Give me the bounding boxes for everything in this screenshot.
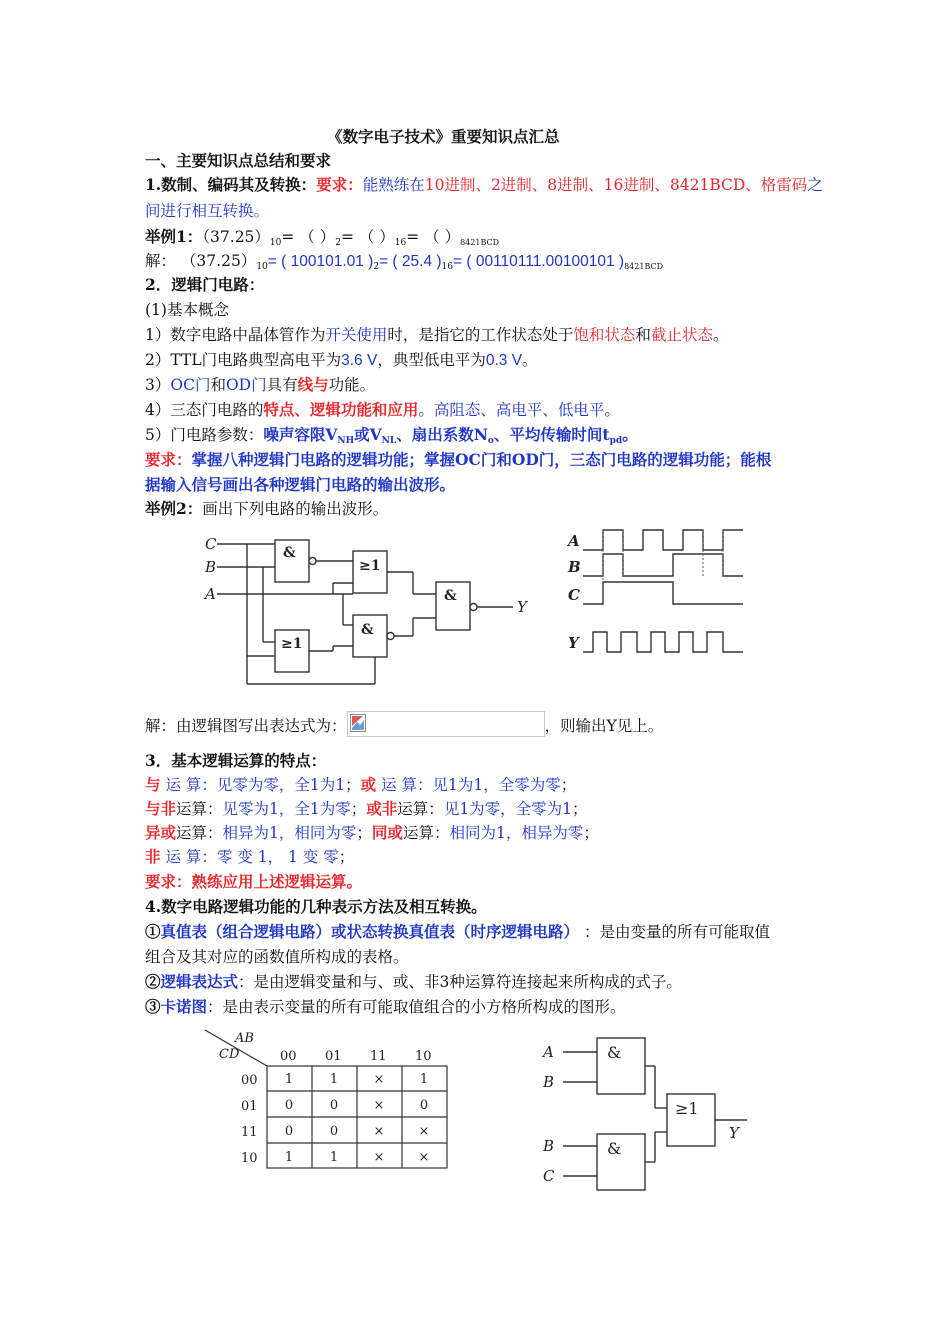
kmap-cell: 1	[284, 1150, 294, 1165]
topic-2-heading: 2．逻辑门电路：	[145, 275, 265, 294]
kmap-cell: 0	[284, 1098, 294, 1113]
gate-symbol-and: &	[283, 545, 296, 561]
gate-symbol-and: &	[607, 1139, 622, 1158]
subscript: 2	[335, 238, 341, 248]
subscript: 8421BCD	[624, 262, 663, 271]
kmap-row-header: 10	[241, 1151, 258, 1166]
and-or-circuit-diagram	[541, 1030, 751, 1210]
gate-symbol-and: &	[607, 1043, 622, 1062]
highlight: 开关使用	[325, 326, 388, 344]
formula-image-placeholder	[347, 711, 545, 737]
subscript: 10	[269, 238, 282, 248]
kmap-cell: ×	[373, 1072, 385, 1087]
op-name: 或	[360, 775, 377, 794]
kmap-cell: ×	[418, 1124, 430, 1139]
logic-op-row-1	[145, 774, 576, 796]
example-2	[145, 498, 388, 520]
waveform-b	[583, 554, 743, 576]
concept-5	[145, 424, 638, 446]
text: 4）三态门电路的	[145, 401, 264, 419]
text: ；	[350, 800, 367, 818]
subscript: NL	[381, 436, 397, 446]
topic-4-heading: 4.数字电路逻辑功能的几种表示方法及相互转换。	[145, 897, 487, 916]
text: 功能。	[328, 376, 376, 394]
op-label: 运 算：	[376, 776, 433, 794]
requirement-text: 熟练应用上述逻辑运算。	[191, 872, 363, 891]
text: 。	[418, 401, 434, 419]
gate-symbol-or: ≥1	[675, 1099, 699, 1118]
representation-3	[145, 996, 626, 1018]
text: 时，是指它的工作状态处于	[387, 326, 574, 344]
wave-label-y: Y	[568, 634, 579, 652]
requirement-label: 要求：	[145, 450, 192, 469]
text: ；	[560, 776, 577, 794]
input-c-label: C	[205, 535, 217, 553]
output-y-label: Y	[517, 598, 527, 616]
logic-op-row-3	[145, 822, 599, 844]
text: ；	[338, 848, 355, 866]
requirement-label: 要求：	[316, 175, 363, 194]
requirement-2	[145, 449, 771, 471]
kmap-cell: 0	[284, 1124, 294, 1139]
wave-label-b: B	[568, 558, 581, 576]
input-b-label: B	[543, 1137, 555, 1155]
kmap-col-header: 11	[370, 1049, 387, 1064]
waveform-y	[583, 632, 743, 652]
input-b-label: B	[205, 558, 217, 576]
highlight: 线与	[297, 375, 329, 394]
highlight: 噪声容限V	[263, 425, 338, 444]
text: 。	[712, 326, 729, 344]
text: 。	[604, 401, 620, 419]
answer-hex: = ( 25.4 )	[379, 253, 442, 270]
kmap-corner-left: CD	[219, 1047, 240, 1062]
kmap-cell: ×	[373, 1098, 385, 1113]
concept-3	[145, 374, 375, 396]
item-name: 真值表（组合逻辑电路）或状态转换真值表（时序逻辑电路）	[160, 922, 580, 941]
question-text: （37.25）	[202, 228, 270, 246]
output-y-label: Y	[729, 1124, 739, 1142]
op-rule: 相同为1，相异为零	[449, 824, 584, 842]
example-1-answer	[145, 250, 663, 272]
gate-symbol-or: ≥1	[281, 636, 303, 652]
kmap-col-header: 00	[280, 1049, 297, 1064]
kmap-row-header: 01	[241, 1099, 258, 1114]
op-rule: 见1为零，全零为1	[443, 800, 573, 818]
logic-circuit-diagram	[203, 530, 533, 690]
waveform-a	[583, 530, 743, 550]
subscript: 10	[256, 262, 268, 272]
item-number: ②	[145, 972, 161, 991]
gate-symbol-or: ≥1	[359, 558, 381, 574]
subscript: 2	[373, 262, 380, 272]
kmap-cell: 1	[419, 1072, 429, 1087]
section-heading: 一、主要知识点总结和要求	[145, 151, 332, 170]
highlight: OD门	[225, 376, 267, 394]
kmap-cell: 0	[329, 1098, 339, 1113]
subscript: 8421BCD	[460, 238, 500, 247]
kmap-cell: 0	[329, 1124, 339, 1139]
kmap-cell: 0	[419, 1098, 429, 1113]
op-name: 同或	[371, 823, 403, 842]
subscript: 16	[441, 262, 453, 272]
item-text: ：是由逻辑变量和与、或、非3种运算符连接起来所构成的式子。	[238, 973, 682, 991]
example-2-solution	[145, 711, 663, 733]
op-label: 运 算：	[160, 776, 217, 794]
solution-text: ，则输出Y见上。	[544, 717, 664, 735]
highlight: 高阻态、高电平、低电平	[433, 401, 605, 419]
kmap-cell: 1	[284, 1072, 294, 1087]
waveform-c	[583, 582, 743, 604]
item-name: 逻辑表达式	[160, 972, 239, 991]
answer-binary: = ( 100101.01 )	[267, 253, 374, 270]
text: 。	[522, 351, 538, 369]
kmap-corner-top: AB	[235, 1031, 254, 1046]
text: 5）门电路参数：	[145, 426, 264, 444]
op-rule: 见1为1，全零为零	[432, 776, 561, 794]
representation-2	[145, 971, 682, 993]
op-name: 非	[145, 847, 161, 866]
op-rule: 零 变 1， 1 变 零	[216, 848, 339, 866]
highlight: 、扇出系数N	[396, 425, 488, 444]
highlight: 饱和状态	[573, 326, 636, 344]
kmap-row-header: 11	[241, 1125, 258, 1140]
highlight: 特点、逻辑功能和应用	[263, 400, 419, 419]
document-title: 《数字电子技术》重要知识点汇总	[327, 127, 560, 146]
example-2-text: 画出下列电路的输出波形。	[202, 500, 389, 518]
question-text: = （ ）	[281, 228, 336, 246]
item-number: ③	[145, 997, 161, 1016]
text: 和	[635, 326, 651, 344]
item-number: ①	[145, 922, 161, 941]
kmap-cell: ×	[418, 1150, 430, 1165]
waveform-diagram	[567, 526, 757, 676]
requirement-label: 要求：	[145, 872, 192, 891]
kmap-cell: 1	[329, 1150, 339, 1165]
kmap-col-header: 10	[415, 1049, 432, 1064]
highlight: 0.3 V	[485, 352, 523, 369]
text: ，典型低电平为	[377, 351, 486, 369]
wave-label-a: A	[568, 532, 580, 550]
text: ；	[572, 800, 588, 818]
op-label: 运算：	[176, 800, 223, 818]
item-name: 卡诺图	[160, 997, 208, 1016]
requirement-text: 能熟练在	[362, 176, 425, 194]
input-c-label: C	[543, 1167, 555, 1185]
concept-1	[145, 324, 728, 346]
op-rule: 见零为1，全1为零	[222, 800, 351, 818]
answer-label: 解： （37.25）	[145, 252, 257, 270]
item-text: ：是由表示变量的所有可能取值组合的小方格所构成的图形。	[207, 998, 626, 1016]
topic-1-line	[145, 174, 823, 196]
op-rule: 相异为1，相同为零	[222, 824, 357, 842]
subscript: pd	[609, 436, 623, 446]
concept-2	[145, 349, 538, 371]
example-1-label: 举例1：	[145, 227, 203, 246]
highlight: 截止状态	[650, 326, 713, 344]
text: ；	[356, 824, 372, 842]
requirement-2-cont: 据输入信号画出各种逻辑门电路的输出波形。	[145, 475, 456, 494]
highlight: 3.6 V	[341, 352, 378, 369]
text: ；	[583, 824, 599, 842]
subscript: o	[487, 436, 494, 446]
basic-concepts-heading: (1)基本概念	[145, 301, 229, 319]
representation-1	[145, 921, 770, 943]
text: ；	[345, 776, 361, 794]
representation-1-cont: 组合及其对应的函数值所构成的表格。	[145, 948, 409, 966]
op-label: 运算：	[397, 800, 444, 818]
op-name: 与	[145, 775, 161, 794]
kmap-col-header: 01	[325, 1049, 342, 1064]
example-2-label: 举例2：	[145, 499, 203, 518]
input-a-label: A	[543, 1043, 554, 1061]
answer-bcd: = ( 00110111.00100101 )	[453, 253, 625, 270]
highlight: 或V	[354, 425, 382, 444]
op-label: 运算：	[176, 824, 223, 842]
karnaugh-map	[203, 1028, 453, 1178]
op-label: 运算：	[402, 824, 450, 842]
requirement-text-cont: 间进行相互转换。	[145, 202, 270, 220]
logic-op-row-4	[145, 846, 354, 868]
requirement-text: 掌握八种逻辑门电路的逻辑功能；掌握OC门和OD门，三态门电路的逻辑功能；能根	[191, 450, 772, 469]
text: 2）TTL门电路典型高电平为	[145, 351, 342, 369]
number-systems-list: 10进制、2进制、8进制、16进制、8421BCD、格雷码	[424, 176, 808, 194]
broken-image-icon	[350, 714, 366, 732]
kmap-cell: ×	[373, 1150, 385, 1165]
gate-symbol-and: &	[361, 622, 374, 638]
topic-1-heading: 1.数制、编码其及转换：	[145, 175, 317, 194]
op-name: 与非	[145, 799, 177, 818]
subscript: 16	[394, 238, 407, 248]
kmap-cell: ×	[373, 1124, 385, 1139]
text: 1）数字电路中晶体管作为	[145, 326, 326, 344]
text: 3）	[145, 376, 171, 394]
example-1-question	[145, 226, 499, 248]
input-a-label: A	[205, 585, 216, 603]
gate-symbol-and: &	[444, 588, 457, 604]
op-label: 运 算：	[160, 848, 217, 866]
topic-3-heading: 3．基本逻辑运算的特点：	[145, 751, 327, 770]
kmap-row-header: 00	[241, 1073, 258, 1088]
subscript: NH	[337, 436, 355, 446]
question-text: = （ ）	[340, 228, 395, 246]
wave-label-c: C	[568, 586, 580, 604]
input-b-label: B	[543, 1073, 555, 1091]
requirement-3	[145, 871, 362, 893]
highlight: 、平均传输时间t	[493, 425, 610, 444]
op-name: 或非	[366, 799, 398, 818]
concept-4	[145, 399, 620, 421]
requirement-text: 之	[807, 176, 823, 194]
item-text: ：是由变量的所有可能取值	[579, 923, 770, 941]
highlight: OC门	[170, 376, 211, 394]
op-name: 异或	[145, 823, 177, 842]
text: 和	[210, 376, 226, 394]
highlight: 。	[622, 425, 638, 444]
text: 具有	[266, 376, 298, 394]
solution-text: 解：由逻辑图写出表达式为：	[145, 717, 347, 735]
question-text: = （ ）	[406, 228, 461, 246]
op-rule: 见零为零，全1为1	[216, 776, 346, 794]
kmap-cell: 1	[329, 1072, 339, 1087]
logic-op-row-2	[145, 798, 588, 820]
